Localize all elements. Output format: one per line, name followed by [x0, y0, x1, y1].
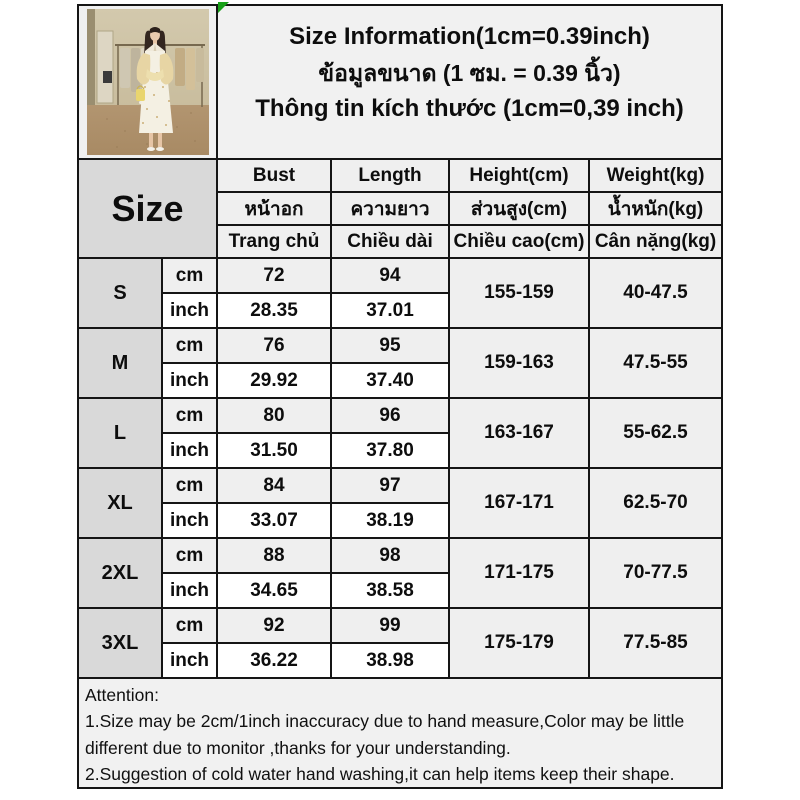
table-row-xl-cm	[78, 468, 722, 503]
l-length-inch: 37.80	[331, 433, 449, 468]
size-label-m: M	[78, 328, 162, 398]
3xl-bust-cm: 92	[217, 608, 331, 643]
col-header-bust-th: หน้าอก	[217, 192, 331, 225]
title-english: Size Information(1cm=0.39inch)	[289, 23, 650, 51]
unit-cm: cm	[162, 468, 217, 503]
2xl-height: 171-175	[449, 538, 589, 608]
wall-shadow	[87, 9, 95, 109]
title-row	[78, 5, 722, 159]
table-row-l-cm	[78, 398, 722, 433]
m-bust-inch: 29.92	[217, 363, 331, 398]
col-header-weight-vi: Cân nặng(kg)	[589, 225, 722, 258]
unit-cm: cm	[162, 608, 217, 643]
product-photo-cell	[78, 5, 217, 159]
s-bust-inch: 28.35	[217, 293, 331, 328]
unit-cm: cm	[162, 398, 217, 433]
shoe-left	[147, 147, 155, 151]
unit-inch: inch	[162, 573, 217, 608]
size-header-label: Size	[111, 187, 184, 229]
unit-cm: cm	[162, 258, 217, 293]
l-bust-cm: 80	[217, 398, 331, 433]
3xl-height: 175-179	[449, 608, 589, 678]
table-row-2xl-cm	[78, 538, 722, 573]
unit-inch: inch	[162, 503, 217, 538]
title-cell	[217, 5, 722, 159]
2xl-bust-inch: 34.65	[217, 573, 331, 608]
size-label-3xl: 3XL	[78, 608, 162, 678]
attention-line-2: different due to monitor ,thanks for your understanding.	[85, 737, 511, 758]
2xl-length-inch: 38.58	[331, 573, 449, 608]
m-length-inch: 37.40	[331, 363, 449, 398]
size-label-xl: XL	[78, 468, 162, 538]
attention-row	[78, 678, 722, 788]
unit-inch: inch	[162, 363, 217, 398]
col-header-weight-th: น้ำหนัก(kg)	[589, 192, 722, 225]
s-bust-cm: 72	[217, 258, 331, 293]
header-row-english	[78, 159, 722, 192]
m-weight: 47.5-55	[589, 328, 722, 398]
2xl-bust-cm: 88	[217, 538, 331, 573]
table-row-s-cm	[78, 258, 722, 293]
3xl-length-cm: 99	[331, 608, 449, 643]
col-header-length-en: Length	[331, 159, 449, 192]
col-header-height-th: ส่วนสูง(cm)	[449, 192, 589, 225]
xl-length-inch: 38.19	[331, 503, 449, 538]
m-height: 159-163	[449, 328, 589, 398]
size-label-l: L	[78, 398, 162, 468]
unit-inch: inch	[162, 293, 217, 328]
unit-cm: cm	[162, 328, 217, 363]
l-bust-inch: 31.50	[217, 433, 331, 468]
product-photo	[87, 9, 209, 155]
leg-left	[149, 133, 153, 147]
m-length-cm: 95	[331, 328, 449, 363]
attention-heading: Attention:	[85, 685, 159, 705]
table-row-3xl-cm	[78, 608, 722, 643]
title-thai: ข้อมูลขนาด (1 ซม. = 0.39 นิ้ว)	[318, 59, 621, 86]
size-label-2xl: 2XL	[78, 538, 162, 608]
m-bust-cm: 76	[217, 328, 331, 363]
xl-weight: 62.5-70	[589, 468, 722, 538]
3xl-bust-inch: 36.22	[217, 643, 331, 678]
col-header-bust-vi: Trang chủ	[217, 225, 331, 258]
unit-cm: cm	[162, 538, 217, 573]
col-header-length-th: ความยาว	[331, 192, 449, 225]
s-length-cm: 94	[331, 258, 449, 293]
shoe-right	[156, 147, 164, 151]
title-vietnamese: Thông tin kích thước (1cm=0,39 inch)	[255, 95, 684, 123]
xl-bust-cm: 84	[217, 468, 331, 503]
xl-bust-inch: 33.07	[217, 503, 331, 538]
s-height: 155-159	[449, 258, 589, 328]
attention-line-1: 1.Size may be 2cm/1inch inaccuracy due to hand measure,Color may be little	[85, 711, 685, 732]
title-stack	[218, 23, 721, 141]
col-header-length-vi: Chiều dài	[331, 225, 449, 258]
s-weight: 40-47.5	[589, 258, 722, 328]
attention-cell	[78, 678, 722, 788]
2xl-weight: 70-77.5	[589, 538, 722, 608]
3xl-weight: 77.5-85	[589, 608, 722, 678]
size-label-s: S	[78, 258, 162, 328]
dark-bag-on-floor	[103, 71, 112, 83]
col-header-bust-en: Bust	[217, 159, 331, 192]
l-height: 163-167	[449, 398, 589, 468]
yellow-handbag	[136, 89, 145, 101]
door	[97, 31, 113, 103]
unit-inch: inch	[162, 643, 217, 678]
xl-height: 167-171	[449, 468, 589, 538]
s-length-inch: 37.01	[331, 293, 449, 328]
col-header-weight-en: Weight(kg)	[589, 159, 722, 192]
l-length-cm: 96	[331, 398, 449, 433]
xl-length-cm: 97	[331, 468, 449, 503]
l-weight: 55-62.5	[589, 398, 722, 468]
size-header-cell	[78, 159, 217, 258]
attention-line-3: 2.Suggestion of cold water hand washing,it can help items keep their shape.	[85, 763, 675, 784]
3xl-length-inch: 38.98	[331, 643, 449, 678]
size-information-table	[77, 4, 723, 789]
unit-inch: inch	[162, 433, 217, 468]
leg-right	[158, 133, 162, 147]
col-header-height-en: Height(cm)	[449, 159, 589, 192]
col-header-height-vi: Chiều cao(cm)	[449, 225, 589, 258]
2xl-length-cm: 98	[331, 538, 449, 573]
table-row-m-cm	[78, 328, 722, 363]
